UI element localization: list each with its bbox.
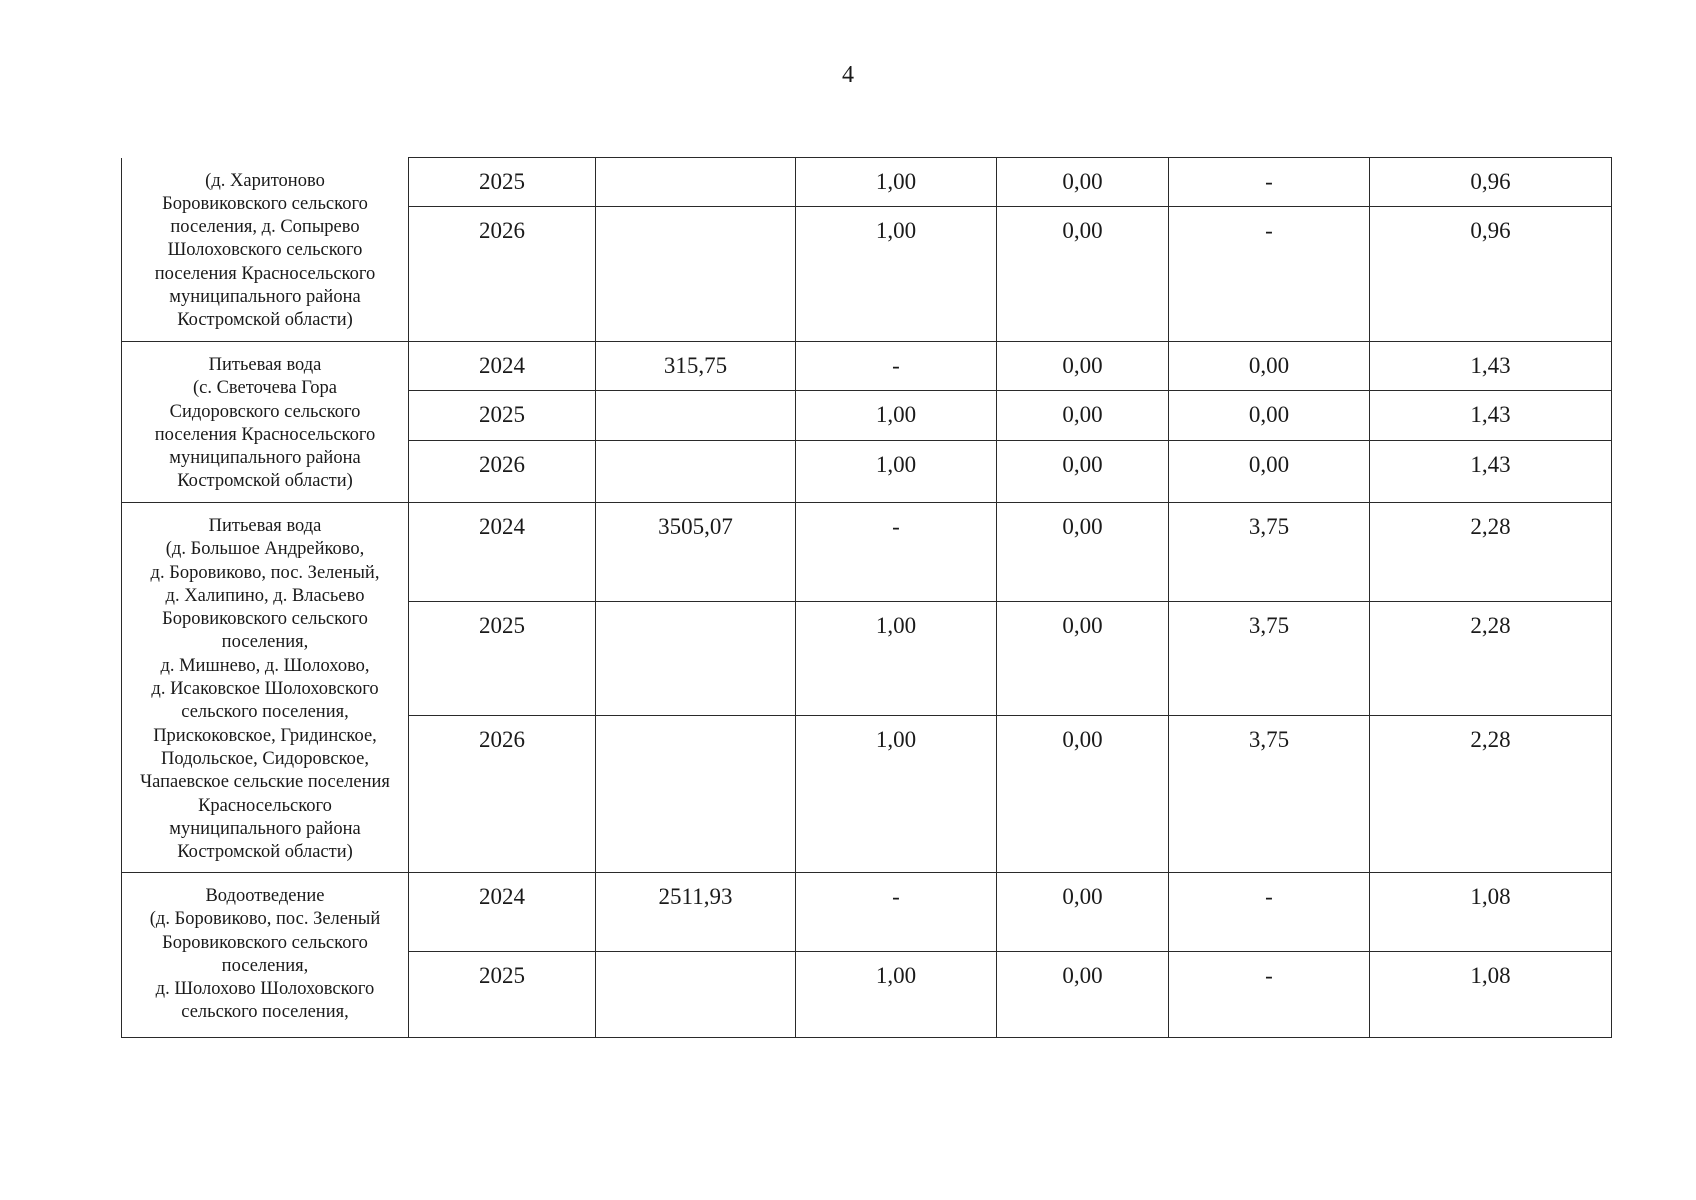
service-name-line: поселения, д. Сопырево bbox=[170, 217, 360, 238]
service-name-line: поселения Красносельского bbox=[154, 424, 376, 445]
service-name-cell bbox=[122, 342, 409, 503]
year-cell: 2024 bbox=[409, 873, 596, 952]
service-name-line: Питьевая вода bbox=[208, 516, 322, 536]
energy-cell: 2,28 bbox=[1370, 716, 1612, 873]
service-name-line: Чапаевское сельские поселения bbox=[140, 772, 390, 793]
base-cell bbox=[596, 952, 796, 1038]
tariff-table bbox=[121, 157, 1612, 1038]
service-name-line: Боровиковского сельского bbox=[162, 932, 368, 953]
service-name-line: поселения, bbox=[221, 955, 309, 976]
energy-cell: 1,08 bbox=[1370, 873, 1612, 952]
service-name-line: (д. Боровиково, пос. Зеленый bbox=[149, 909, 381, 930]
base-cell: 2511,93 bbox=[596, 873, 796, 952]
energy-cell: 2,28 bbox=[1370, 602, 1612, 716]
efficiency-cell: 0,00 bbox=[997, 207, 1169, 342]
index-cell: 1,00 bbox=[796, 952, 997, 1038]
year-cell: 2025 bbox=[409, 952, 596, 1038]
energy-cell: 1,43 bbox=[1370, 441, 1612, 503]
service-name-line: Костромской области) bbox=[177, 471, 353, 492]
index-cell: 1,00 bbox=[796, 441, 997, 503]
service-name-cell bbox=[122, 873, 409, 1038]
base-cell bbox=[596, 391, 796, 441]
year-cell: 2025 bbox=[409, 391, 596, 441]
service-name-line: сельского поселения, bbox=[181, 702, 349, 723]
loss-cell: 3,75 bbox=[1169, 602, 1370, 716]
service-name-line: муниципального района bbox=[169, 448, 361, 469]
year-cell: 2026 bbox=[409, 716, 596, 873]
loss-cell: 0,00 bbox=[1169, 441, 1370, 503]
service-name-line: муниципального района bbox=[169, 818, 361, 839]
service-name-line: сельского поселения, bbox=[181, 1002, 349, 1023]
index-cell: - bbox=[796, 342, 997, 391]
service-name-line: Красносельского bbox=[198, 795, 332, 816]
base-cell bbox=[596, 716, 796, 873]
loss-cell: - bbox=[1169, 207, 1370, 342]
index-cell: 1,00 bbox=[796, 602, 997, 716]
service-name-line: д. Мишнево, д. Шолохово, bbox=[160, 655, 370, 676]
tariff-table-body bbox=[122, 158, 1612, 1038]
service-name-line: (д. Большое Андрейково, bbox=[165, 539, 365, 560]
loss-cell: 3,75 bbox=[1169, 716, 1370, 873]
efficiency-cell: 0,00 bbox=[997, 158, 1169, 207]
index-cell: 1,00 bbox=[796, 158, 997, 207]
service-name-line: д. Халипино, д. Власьево bbox=[165, 585, 365, 606]
loss-cell: 0,00 bbox=[1169, 391, 1370, 441]
energy-cell: 1,43 bbox=[1370, 342, 1612, 391]
index-cell: - bbox=[796, 873, 997, 952]
year-cell: 2024 bbox=[409, 503, 596, 602]
table-row bbox=[122, 342, 1612, 391]
service-name-line: (с. Светочева Гора bbox=[192, 378, 338, 399]
base-cell bbox=[596, 602, 796, 716]
table-row bbox=[122, 873, 1612, 952]
index-cell: - bbox=[796, 503, 997, 602]
loss-cell: 3,75 bbox=[1169, 503, 1370, 602]
energy-cell: 1,08 bbox=[1370, 952, 1612, 1038]
efficiency-cell: 0,00 bbox=[997, 952, 1169, 1038]
efficiency-cell: 0,00 bbox=[997, 602, 1169, 716]
table-row bbox=[122, 503, 1612, 602]
service-name-line: Подольское, Сидоровское, bbox=[161, 748, 369, 769]
service-name-line: муниципального района bbox=[169, 286, 361, 307]
service-name-line: Прискоковское, Гридинское, bbox=[153, 725, 377, 746]
efficiency-cell: 0,00 bbox=[997, 441, 1169, 503]
service-name-line: Питьевая вода bbox=[208, 355, 322, 375]
year-cell: 2024 bbox=[409, 342, 596, 391]
loss-cell: 0,00 bbox=[1169, 342, 1370, 391]
year-cell: 2026 bbox=[409, 207, 596, 342]
service-name-line: Сидоровского сельского bbox=[169, 401, 361, 422]
service-name-line: Водоотведение bbox=[205, 886, 325, 906]
year-cell: 2026 bbox=[409, 441, 596, 503]
efficiency-cell: 0,00 bbox=[997, 716, 1169, 873]
base-cell: 315,75 bbox=[596, 342, 796, 391]
base-cell bbox=[596, 158, 796, 207]
service-name-line: поселения, bbox=[221, 632, 309, 653]
service-name-line: Боровиковского сельского bbox=[162, 193, 368, 214]
energy-cell: 1,43 bbox=[1370, 391, 1612, 441]
loss-cell: - bbox=[1169, 158, 1370, 207]
service-name-cell bbox=[122, 503, 409, 873]
energy-cell: 0,96 bbox=[1370, 207, 1612, 342]
loss-cell: - bbox=[1169, 873, 1370, 952]
year-cell: 2025 bbox=[409, 158, 596, 207]
service-name-cell bbox=[122, 158, 409, 342]
service-name-line: поселения Красносельского bbox=[154, 263, 376, 284]
efficiency-cell: 0,00 bbox=[997, 503, 1169, 602]
index-cell: 1,00 bbox=[796, 207, 997, 342]
base-cell bbox=[596, 207, 796, 342]
service-name-line: Костромской области) bbox=[177, 842, 353, 863]
service-name-line: д. Шолохово Шолоховского bbox=[155, 979, 375, 1000]
energy-cell: 2,28 bbox=[1370, 503, 1612, 602]
energy-cell: 0,96 bbox=[1370, 158, 1612, 207]
index-cell: 1,00 bbox=[796, 716, 997, 873]
efficiency-cell: 0,00 bbox=[997, 342, 1169, 391]
efficiency-cell: 0,00 bbox=[997, 873, 1169, 952]
service-name-line: Костромской области) bbox=[177, 310, 353, 331]
loss-cell: - bbox=[1169, 952, 1370, 1038]
service-name-line: (д. Харитоново bbox=[205, 170, 325, 191]
page-number: 4 bbox=[842, 62, 854, 88]
index-cell: 1,00 bbox=[796, 391, 997, 441]
table-row bbox=[122, 158, 1612, 207]
service-name-line: д. Исаковское Шолоховского bbox=[151, 679, 379, 700]
efficiency-cell: 0,00 bbox=[997, 391, 1169, 441]
service-name-line: Шолоховского сельского bbox=[167, 240, 363, 261]
service-name-line: Боровиковского сельского bbox=[162, 609, 368, 630]
service-name-line: д. Боровиково, пос. Зеленый, bbox=[150, 562, 380, 583]
base-cell: 3505,07 bbox=[596, 503, 796, 602]
year-cell: 2025 bbox=[409, 602, 596, 716]
base-cell bbox=[596, 441, 796, 503]
